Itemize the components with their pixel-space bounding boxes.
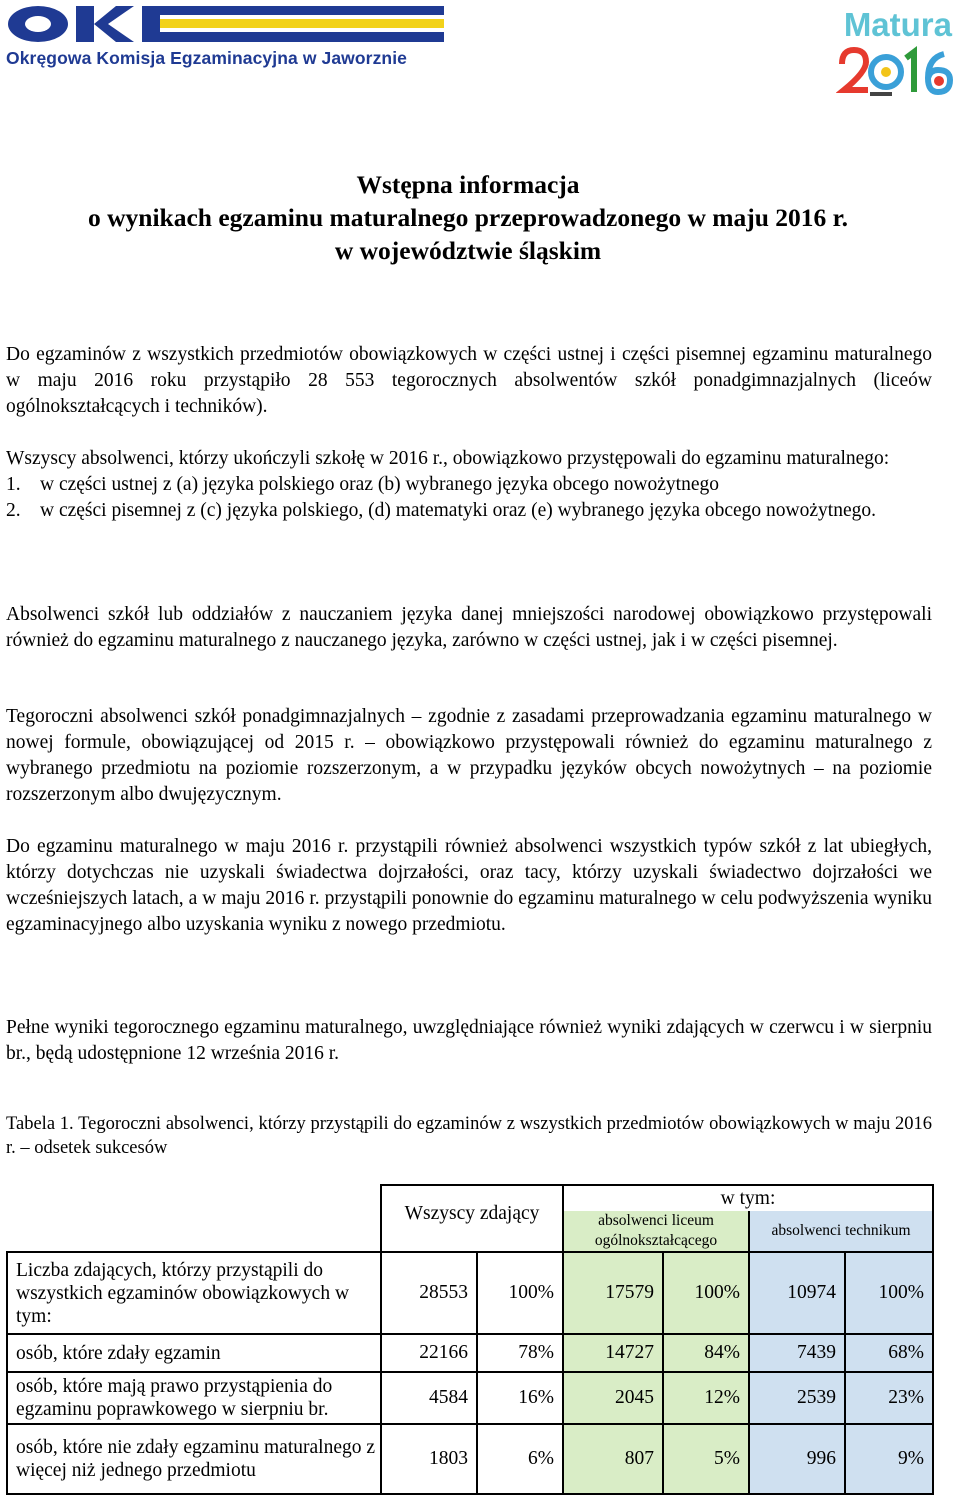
cell-all-percent: 100%	[477, 1252, 563, 1334]
header-lo: absolwenci liceum ogólnokształcącego	[563, 1211, 749, 1252]
list-item	[6, 472, 932, 498]
header-technikum: absolwenci technikum	[749, 1211, 933, 1252]
cell-tech-percent: 68%	[845, 1334, 933, 1372]
cell-lo-percent: 84%	[663, 1334, 749, 1372]
cell-tech-percent: 100%	[845, 1252, 933, 1334]
header-empty-cell	[7, 1185, 381, 1252]
matura-2016-logo	[836, 46, 956, 98]
title-line-3: w województwie śląskim	[334, 236, 602, 265]
row-label: Liczba zdających, którzy przystąpili do wszystkich egzaminów obowiązkowych w tym:	[7, 1252, 381, 1334]
cell-tech-percent: 9%	[845, 1424, 933, 1494]
cell-tech-count: 10974	[749, 1252, 845, 1334]
page-title	[0, 168, 936, 267]
results-table	[6, 1184, 932, 1495]
paragraph-previous-years	[6, 834, 932, 938]
cell-lo-percent: 100%	[663, 1252, 749, 1334]
paragraph-intro: Wszyscy absolwenci, którzy ukończyli szkołę w 2016 r., obowiązkowo przystępowali do egzaminu maturalnego:	[6, 448, 890, 469]
cell-lo-count: 807	[563, 1424, 663, 1494]
cell-all-count: 28553	[381, 1252, 477, 1334]
cell-lo-count: 2045	[563, 1372, 663, 1424]
list-item	[6, 498, 932, 524]
table-row	[7, 1334, 933, 1372]
cell-lo-count: 14727	[563, 1334, 663, 1372]
list-text: w części ustnej z (a) języka polskiego oraz (b) wybranego języka obcego nowożytnego	[40, 474, 719, 495]
paragraph-text: Do egzaminów z wszystkich przedmiotów obowiązkowych w części ustnej i części pisemnej egzaminu maturalnego w maju 2016 roku przystąpiło 28 553 tegorocznych absolwentów szkół ponadgimnazjalnych (liceów ogólnokształcących i techników).	[6, 344, 932, 417]
cell-tech-count: 2539	[749, 1372, 845, 1424]
cell-all-percent: 6%	[477, 1424, 563, 1494]
oke-logo-mark	[4, 4, 444, 44]
cell-lo-percent: 5%	[663, 1424, 749, 1494]
paragraph-minorities	[6, 602, 932, 654]
cell-all-percent: 16%	[477, 1372, 563, 1424]
paragraph-extended-level	[6, 704, 932, 808]
table-row	[7, 1372, 933, 1424]
cell-all-count: 4584	[381, 1372, 477, 1424]
cell-tech-percent: 23%	[845, 1372, 933, 1424]
header-wtym: w tym:	[563, 1185, 933, 1211]
cell-all-count: 1803	[381, 1424, 477, 1494]
paragraph-full-results	[6, 1015, 932, 1067]
paragraph-participants	[6, 342, 932, 420]
table-row	[7, 1252, 933, 1334]
cell-lo-count: 17579	[563, 1252, 663, 1334]
table-caption-text: Tabela 1. Tegoroczni absolwenci, którzy przystąpili do egzaminów z wszystkich przedmiotów obowiązkowych w maju 2016 r. – odsetek sukcesów	[6, 1114, 932, 1158]
header-all-students: Wszyscy zdający	[381, 1185, 563, 1252]
paragraph-mandatory	[6, 446, 932, 524]
table-header-row	[7, 1185, 933, 1211]
paragraph-text: Pełne wyniki tegorocznego egzaminu maturalnego, uwzględniające również wyniki zdających w czerwcu i w sierpniu br., będą udostępnione 12 września 2016 r.	[6, 1017, 932, 1064]
logo-subtitle: Okręgowa Komisja Egzaminacyjna w Jaworznie	[6, 48, 408, 68]
row-label: osób, które zdały egzamin	[7, 1334, 381, 1372]
title-line-1: Wstępna informacja	[356, 170, 580, 199]
cell-lo-percent: 12%	[663, 1372, 749, 1424]
table-caption	[6, 1112, 932, 1160]
row-label: osób, które mają prawo przystąpienia do egzaminu poprawkowego w sierpniu br.	[7, 1372, 381, 1424]
paragraph-text: Do egzaminu maturalnego w maju 2016 r. przystąpili również absolwenci wszystkich typów szkół z lat ubiegłych, którzy dotychczas nie uzyskali świadectwa dojrzałości, oraz tacy, którzy uzyskali świadectwo dojrzałości we wcześniejszych latach, a w maju 2016 r. przystąpili ponownie do egzaminu maturalnego w celu podwyższenia wyniku egzaminacyjnego albo uzyskania wyniku z nowego przedmiotu.	[6, 836, 932, 935]
cell-all-percent: 78%	[477, 1334, 563, 1372]
cell-tech-count: 996	[749, 1424, 845, 1494]
list-text: w części pisemnej z (c) języka polskiego, (d) matematyki oraz (e) wybranego języka obcego nowożytnego.	[40, 500, 876, 521]
paragraph-text: Absolwenci szkół lub oddziałów z nauczaniem języka danej mniejszości narodowej obowiązkowo przystępowali również do egzaminu maturalnego z nauczanego języka, zarówno w części ustnej, jak i w części pisemnej.	[6, 604, 932, 651]
paragraph-text: Tegoroczni absolwenci szkół ponadgimnazjalnych – zgodnie z zasadami przeprowadzania egzaminu maturalnego w nowej formule, obowiązującej od 2015 r. – obowiązkowo przystępowali również do egzaminu maturalnego z wybranego przedmiotu na poziomie rozszerzonym, a w przypadku języków obcych nowożytnych – na poziomie rozszerzonym albo dwujęzycznym.	[6, 706, 932, 805]
oke-logo	[4, 4, 444, 68]
title-line-2: o wynikach egzaminu maturalnego przeprowadzonego w maju 2016 r.	[87, 203, 849, 232]
list-number: 2.	[6, 500, 21, 521]
cell-tech-count: 7439	[749, 1334, 845, 1372]
list-number: 1.	[6, 474, 21, 495]
cell-all-count: 22166	[381, 1334, 477, 1372]
row-label: osób, które nie zdały egzaminu maturalnego z więcej niż jednego przedmiotu	[7, 1424, 381, 1494]
matura-logo-text: Matura	[843, 6, 952, 43]
table-row	[7, 1424, 933, 1494]
